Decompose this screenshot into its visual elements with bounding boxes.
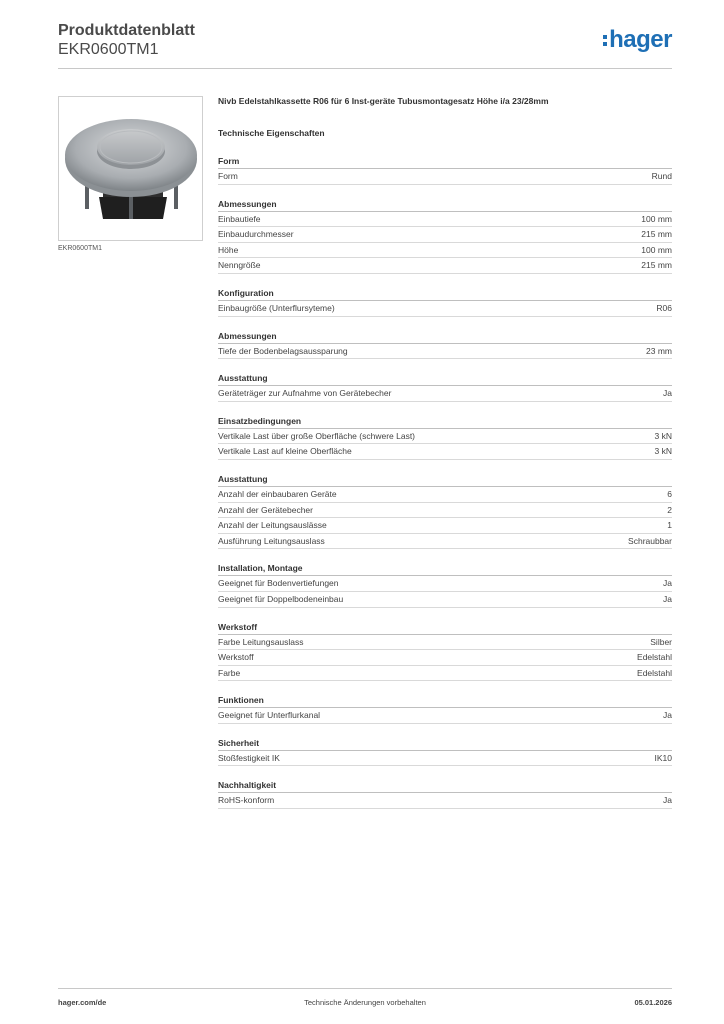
spec-row [218, 592, 672, 608]
spec-label: Vertikale Last auf kleine Oberfläche [218, 446, 352, 457]
spec-value: Edelstahl [637, 667, 672, 678]
spec-group-title: Form [218, 152, 672, 169]
spec-group [218, 618, 672, 682]
spec-value: Rund [651, 171, 672, 181]
footer-note: Technische Änderungen vorbehalten [304, 998, 426, 1007]
spec-group [218, 284, 672, 317]
spec-value: Ja [663, 593, 672, 604]
page-title: Produktdatenblatt [58, 22, 195, 39]
spec-group [218, 559, 672, 607]
image-caption: EKR0600TM1 [58, 245, 102, 252]
spec-group-title: Abmessungen [218, 327, 672, 344]
spec-row [218, 301, 672, 317]
spec-value: Edelstahl [637, 652, 672, 663]
spec-row [218, 503, 672, 519]
spec-value: Ja [663, 795, 672, 806]
spec-value: 1 [667, 520, 672, 531]
spec-row [218, 344, 672, 360]
spec-row [218, 444, 672, 460]
spec-group [218, 691, 672, 724]
spec-label: Nenngröße [218, 260, 261, 271]
spec-group-title: Einsatzbedingungen [218, 412, 672, 429]
spec-content [218, 96, 672, 819]
spec-group-title: Installation, Montage [218, 559, 672, 576]
spec-label: Anzahl der Gerätebecher [218, 504, 313, 515]
spec-row [218, 635, 672, 651]
spec-value: Silber [650, 636, 672, 647]
spec-label: Höhe [218, 244, 239, 255]
spec-label: Tiefe der Bodenbelagsaussparung [218, 345, 348, 356]
spec-value: 23 mm [646, 345, 672, 356]
floor-box-icon [59, 97, 202, 240]
spec-group [218, 369, 672, 402]
section-title: Technische Eigenschaften [218, 128, 325, 138]
spec-label: Farbe Leitungsauslass [218, 636, 304, 647]
hager-logo [603, 26, 672, 54]
spec-row [218, 429, 672, 445]
spec-label: RoHS-konform [218, 795, 275, 806]
spec-row [218, 650, 672, 666]
spec-label: Werkstoff [218, 652, 254, 663]
spec-row [218, 666, 672, 682]
spec-label: Stoßfestigkeit IK [218, 752, 280, 763]
spec-row [218, 169, 672, 185]
spec-value: R06 [656, 302, 672, 313]
spec-row [218, 227, 672, 243]
spec-row [218, 212, 672, 228]
spec-row [218, 534, 672, 550]
spec-label: Geeignet für Doppelbodeneinbau [218, 593, 344, 604]
spec-label: Einbautiefe [218, 213, 261, 224]
spec-value: Schraubbar [628, 535, 672, 546]
footer-website[interactable]: hager.com/de [58, 998, 107, 1007]
spec-value: IK10 [654, 752, 672, 763]
spec-value: 3 kN [654, 430, 672, 441]
spec-groups [218, 152, 672, 809]
spec-group [218, 327, 672, 360]
spec-value: 6 [667, 488, 672, 499]
spec-group-title: Werkstoff [218, 618, 672, 635]
header-divider [58, 68, 672, 69]
spec-group [218, 412, 672, 460]
spec-value: 100 mm [641, 244, 672, 255]
spec-value: Ja [663, 578, 672, 589]
spec-label: Farbe [218, 667, 241, 678]
spec-label: Geräteträger zur Aufnahme von Gerätebecher [218, 388, 392, 399]
product-code: EKR0600TM1 [58, 41, 159, 58]
spec-value: 215 mm [641, 229, 672, 240]
spec-group [218, 195, 672, 274]
spec-group [218, 152, 672, 185]
footer-date: 05.01.2026 [634, 998, 672, 1007]
spec-group-title: Abmessungen [218, 195, 672, 212]
spec-label: Geeignet für Bodenvertiefungen [218, 578, 339, 589]
spec-value: Ja [663, 710, 672, 721]
spec-row [218, 576, 672, 592]
footer-divider [58, 988, 672, 989]
spec-row [218, 708, 672, 724]
product-image [58, 96, 203, 241]
spec-row [218, 386, 672, 402]
logo-wordmark: hager [609, 26, 672, 53]
spec-value: 100 mm [641, 213, 672, 224]
spec-label: Vertikale Last über große Oberfläche (schwere Last) [218, 430, 416, 441]
spec-group-title: Ausstattung [218, 369, 672, 386]
spec-row [218, 518, 672, 534]
spec-value: 215 mm [641, 260, 672, 271]
spec-group-title: Ausstattung [218, 470, 672, 487]
spec-group [218, 734, 672, 767]
spec-row [218, 243, 672, 259]
spec-label: Einbaudurchmesser [218, 229, 294, 240]
spec-label: Geeignet für Unterflurkanal [218, 710, 321, 721]
spec-group-title: Nachhaltigkeit [218, 776, 672, 793]
spec-value: 2 [667, 504, 672, 515]
spec-value: Ja [663, 388, 672, 399]
logo-dots-icon [603, 35, 607, 46]
spec-label: Anzahl der einbaubaren Geräte [218, 488, 337, 499]
spec-row [218, 793, 672, 809]
spec-row [218, 487, 672, 503]
spec-label: Einbaugröße (Unterflursyteme) [218, 302, 335, 313]
spec-group-title: Funktionen [218, 691, 672, 708]
spec-group [218, 470, 672, 549]
spec-group-title: Sicherheit [218, 734, 672, 751]
spec-label: Anzahl der Leitungsauslässe [218, 520, 327, 531]
spec-group-title: Konfiguration [218, 284, 672, 301]
product-description: Nivb Edelstahlkassette R06 für 6 Inst-geräte Tubusmontagesatz Höhe i/a 23/28mm [218, 96, 549, 106]
spec-group [218, 776, 672, 809]
spec-row [218, 258, 672, 274]
spec-row [218, 751, 672, 767]
spec-value: 3 kN [654, 446, 672, 457]
header [58, 22, 672, 60]
spec-label: Ausführung Leitungsauslass [218, 535, 325, 546]
spec-label: Form [218, 171, 238, 181]
